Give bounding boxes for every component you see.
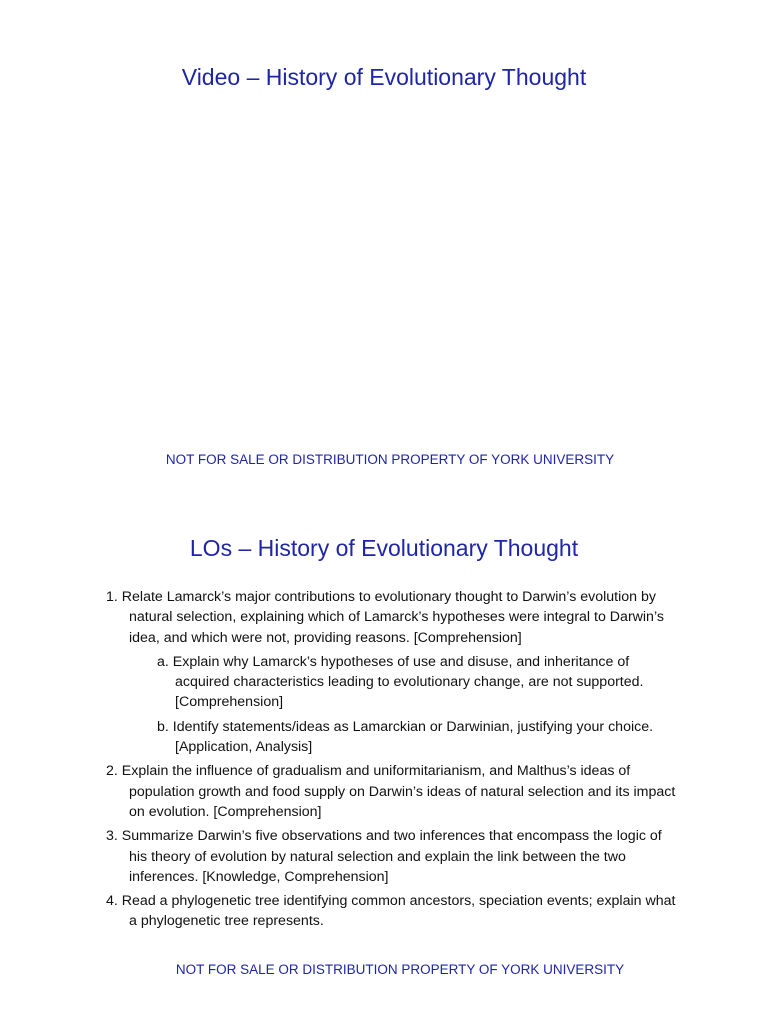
slide-1-footer: NOT FOR SALE OR DISTRIBUTION PROPERTY OF YORK UNIVERSITY (165, 452, 615, 467)
slide-2-footer: NOT FOR SALE OR DISTRIBUTION PROPERTY OF YORK UNIVERSITY (175, 962, 625, 977)
item-number: 2. (106, 763, 118, 780)
sub-item-text: Identify statements/ideas as Lamarckian or Darwinian, justifying your choice. [Application, Analysis] (172, 718, 654, 756)
sub-item (157, 717, 676, 758)
list-item (106, 587, 676, 757)
item-number: 4. (106, 893, 118, 910)
sub-item-letter: b. (157, 718, 169, 735)
list-item (106, 826, 676, 887)
slide-2-title: LOs – History of Evolutionary Thought (189, 535, 579, 561)
item-number: 3. (106, 828, 118, 845)
sub-item-letter: a. (157, 653, 169, 670)
item-text: Explain the influence of gradualism and uniformitarianism, and Malthus’s ideas of population growth and food supply on Darwin’s ideas of natural selection and its impact on evolution. [Comprehension] (121, 763, 676, 820)
list-item (106, 761, 676, 822)
sub-item (157, 652, 676, 713)
learning-objectives-list (106, 587, 676, 936)
item-text: Relate Lamarck’s major contributions to evolutionary thought to Darwin’s evolution by natural selection, explaining which of Lamarck’s hypotheses were integral to Darwin’s idea, and which were not, providing reasons. [Comprehension] (121, 589, 664, 646)
sub-item-text: Explain why Lamarck’s hypotheses of use and disuse, and inheritance of acquired characteristics leading to evolutionary change, are not supported. [Comprehension] (172, 653, 644, 711)
item-number: 1. (106, 589, 118, 605)
list-item (106, 891, 676, 932)
item-text: Summarize Darwin’s five observations and two inferences that encompass the logic of his theory of evolution by natural selection and explain the link between the two inferences. [Knowledge, Comprehension] (121, 828, 662, 885)
item-text: Read a phylogenetic tree identifying common ancestors, speciation events; explain what a phylogenetic tree represents. (121, 893, 676, 930)
slide-1-title: Video – History of Evolutionary Thought (181, 64, 587, 90)
